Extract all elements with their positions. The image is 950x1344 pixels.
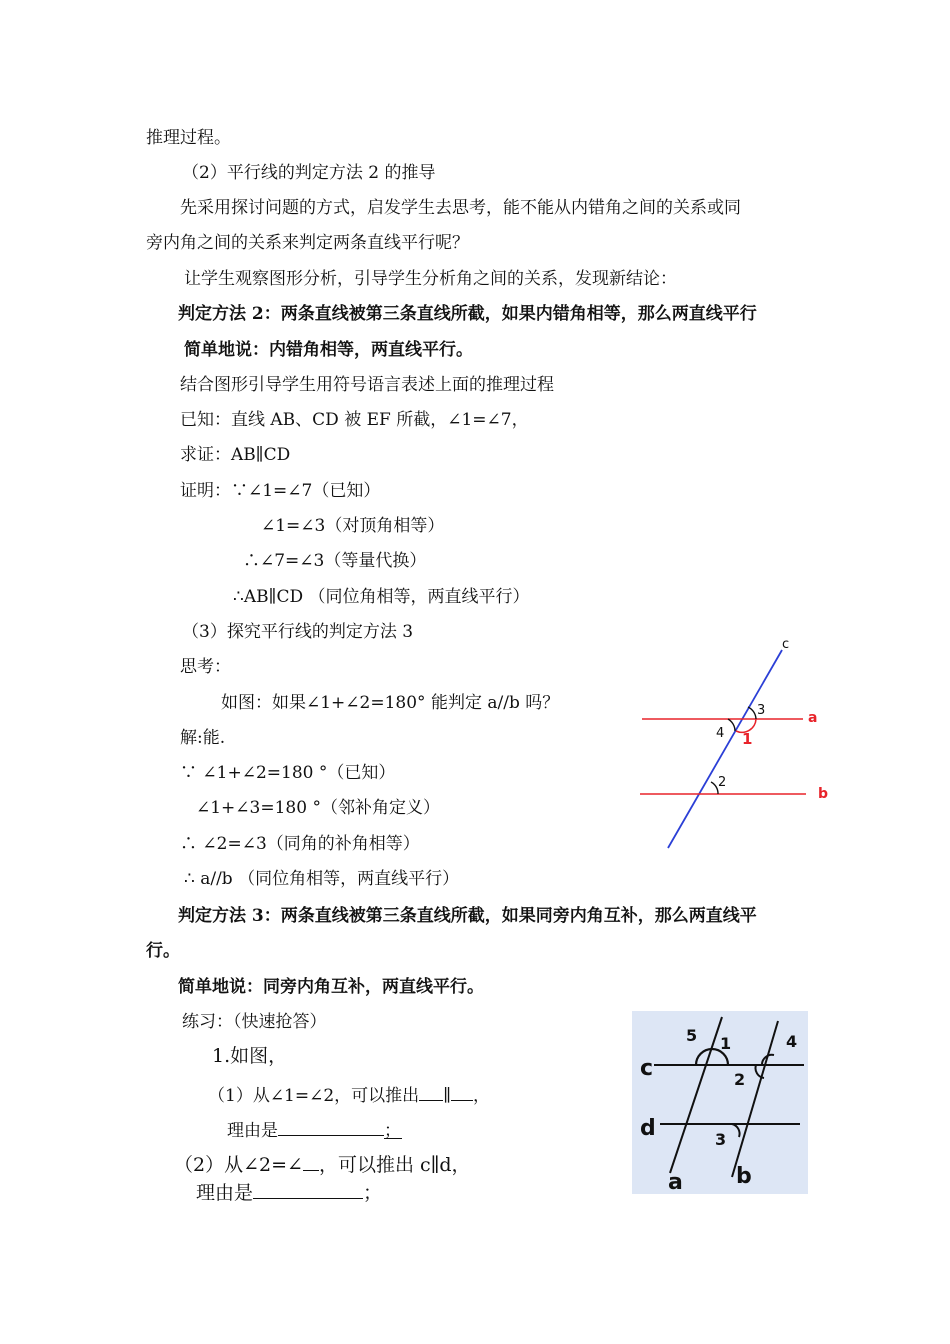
text-line: 结合图形引导学生用符号语言表述上面的推理过程 (180, 375, 554, 395)
label-d: d (640, 1116, 656, 1141)
text-line: 先采用探讨问题的方式，启发学生去思考，能不能从内错角之间的关系或同 (180, 198, 741, 218)
theorem-statement: 判定方法 3：两条直线被第三条直线所截，如果同旁内角互补，那么两直线平 (178, 906, 757, 926)
angle-arc-2 (711, 782, 718, 794)
solution-line: ∠1+∠3=180 °（邻补角定义） (196, 798, 440, 818)
label-c: c (782, 637, 790, 652)
answer-blank[interactable] (303, 1152, 319, 1171)
angle-label-5: 5 (686, 1026, 698, 1045)
label-c: c (640, 1056, 654, 1081)
question-line: 如图：如果∠1+∠2=180° 能判定 a//b 吗？ (221, 693, 560, 713)
theorem-statement-cont: 行。 (146, 941, 180, 961)
transversal-line-c (668, 650, 782, 848)
angle-label-1: 1 (720, 1034, 732, 1053)
item-text: ，可以推出 c∥d， (318, 1154, 471, 1176)
angle-label-3: 3 (757, 703, 766, 718)
exercise-heading: 练习：（快速抢答） (182, 1012, 327, 1032)
proof-line: ∴∠7=∠3（等量代换） (243, 551, 427, 571)
theorem-summary: 简单地说：同旁内角互补，两直线平行。 (178, 977, 484, 997)
item-text: （1）从∠1=∠2，可以推出 (208, 1086, 420, 1106)
angle-label-4: 4 (716, 726, 725, 741)
item-text: 理由是 (227, 1121, 278, 1141)
angle-label-1: 1 (742, 730, 753, 748)
text-line: 让学生观察图形分析，引导学生分析角之间的关系，发现新结论： (184, 269, 677, 289)
angle-label-2: 2 (734, 1070, 746, 1089)
figure-exercise-lines (632, 1011, 808, 1194)
answer-blank[interactable] (253, 1180, 363, 1199)
prove-line: 求证：AB∥CD (180, 445, 291, 465)
answer-blank[interactable] (278, 1117, 384, 1136)
angle-label-3: 3 (715, 1130, 727, 1149)
exercise-item-1 (208, 1082, 490, 1107)
section-heading: （2）平行线的判定方法 2 的推导 (182, 163, 436, 183)
item-text: ， (473, 1086, 491, 1106)
exercise-question: 1.如图， (212, 1045, 288, 1067)
figure-parallel-lines-1 (636, 636, 836, 856)
solution-line: ∴ a//b （同位角相等，两直线平行） (184, 869, 460, 889)
exercise-reason-2 (196, 1180, 382, 1204)
exercise-item-2 (174, 1152, 471, 1176)
text-line: 旁内角之间的关系来判定两条直线平行呢？ (146, 233, 469, 253)
item-text: ； (363, 1182, 383, 1204)
exercise-reason-1 (227, 1117, 402, 1142)
theorem-summary: 简单地说：内错角相等，两直线平行。 (184, 340, 473, 360)
answer-blank-end: ； (384, 1121, 401, 1141)
answer-blank[interactable] (419, 1082, 443, 1101)
solution-line: ∴ ∠2=∠3（同角的补角相等） (180, 834, 420, 854)
proof-line: 证明：∵∠1=∠7（已知） (180, 481, 381, 501)
proof-line: ∠1=∠3（对顶角相等） (261, 516, 445, 536)
item-text: （2）从∠2=∠ (174, 1154, 303, 1176)
text-line: 推理过程。 (146, 128, 231, 148)
theorem-statement: 判定方法 2：两条直线被第三条直线所截，如果内错角相等，那么两直线平行 (178, 304, 757, 324)
answer-blank[interactable] (451, 1082, 473, 1101)
angle-arc-4 (728, 719, 735, 731)
proof-line: ∴AB∥CD （同位角相等，两直线平行） (233, 587, 530, 607)
angle-arc-3 (748, 707, 756, 719)
angle-label-2: 2 (718, 775, 727, 790)
label-b: b (818, 786, 829, 802)
label-a: a (668, 1170, 683, 1194)
given-line: 已知：直线 AB、CD 被 EF 所截，∠1=∠7， (180, 410, 529, 430)
solution-line: 解:能. (180, 728, 226, 748)
angle-label-4: 4 (786, 1032, 798, 1051)
text-line: 思考： (180, 657, 231, 677)
item-text: 理由是 (196, 1182, 254, 1204)
label-a: a (808, 710, 818, 726)
parallel-symbol: ∥ (443, 1086, 452, 1106)
label-b: b (736, 1164, 752, 1189)
solution-line: ∵ ∠1+∠2=180 °（已知） (180, 763, 396, 783)
section-heading: （3）探究平行线的判定方法 3 (182, 622, 414, 642)
